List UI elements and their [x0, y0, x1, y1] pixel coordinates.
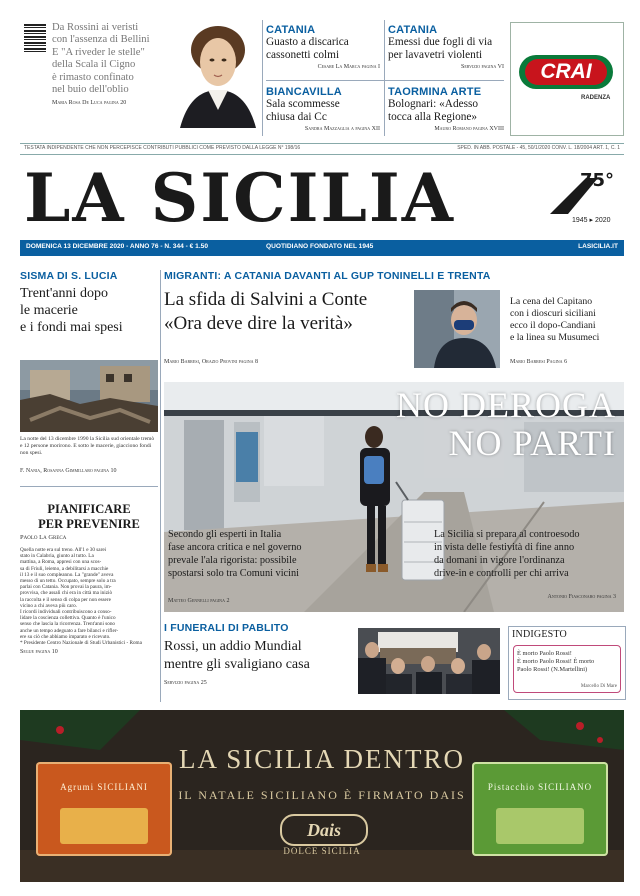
portrait-image — [170, 20, 258, 128]
salvini-photo — [414, 290, 500, 368]
photo-left-line: spostarsi solo tra Comuni vicini — [168, 568, 299, 579]
dais-logo — [280, 814, 368, 846]
masthead[interactable] — [20, 158, 624, 238]
editorial-byline: Segue pagina 10 — [20, 649, 58, 656]
editorial-body-line: stato in Calabria, giunto al tutto. La — [20, 553, 94, 560]
indigesto-text — [517, 650, 594, 674]
indigesto-box[interactable] — [508, 626, 626, 700]
teaser-line: è rimasto confinato — [52, 71, 134, 83]
editorial-body-line: sa di Friuli, leiemo, a debilitarsi a macchie — [20, 565, 109, 572]
box-title-line: cassonetti colmi — [266, 49, 340, 61]
box-byline: Sandra Mazzaglia a pagina XII — [304, 126, 380, 132]
indigesto-line: È morto Paolo Rossi! — [517, 650, 572, 657]
photo-left-line: fase ancora critica e nel governo — [168, 542, 302, 553]
photo-left-line: prevale l'ala rigorista: possibile — [168, 555, 297, 566]
crai-sub: RADENZA — [581, 95, 611, 101]
editorial-body-line: messo di un tetto. Occupato, sempre solo a tra — [20, 578, 116, 585]
photo-headline-line: NO DEROGA — [396, 385, 616, 425]
ad-subtitle: IL NATALE SICILIANO È FIRMATO DAIS — [178, 788, 466, 802]
legal-strip — [20, 143, 624, 155]
pack-left-label: Agrumi SICILIANI — [60, 782, 148, 792]
indigesto-kicker: INDIGESTO — [512, 629, 567, 640]
editorial-body-line: vicino a chi aveva più caro. — [20, 602, 78, 609]
photo-right-byline: Antonio Fiasconaro pagina 3 — [547, 594, 616, 600]
sisma-headline[interactable] — [20, 285, 158, 336]
funerali-headline — [164, 638, 354, 674]
lead-kicker: MIGRANTI: A CATANIA DAVANTI AL GUP TONINELLI E TRENTA — [164, 270, 491, 282]
anniversary-logo — [546, 170, 622, 230]
editorial-body — [20, 547, 158, 646]
editorial-body-line: lidare la coscienza collettiva. Quanto è l'unico — [20, 615, 116, 622]
barcode — [24, 24, 46, 54]
teaser-line: della Scala il Cigno — [52, 59, 136, 71]
teaser-line: Da Rossini ai veristi — [52, 22, 139, 33]
crai-ad[interactable] — [510, 22, 624, 136]
lead-side-line: con i dioscuri siciliani — [510, 308, 596, 319]
pack-left-cake — [60, 808, 148, 844]
ad-title: LA SICILIA DENTRO — [179, 744, 465, 774]
box-byline: Servizio pagina VI — [461, 64, 504, 70]
editorial-body-line: I ricordi individuali contribuiscono a conso- — [20, 609, 112, 616]
editorial-author: Paolo La Greca — [20, 534, 67, 541]
news-box-catania-1[interactable] — [266, 24, 380, 70]
editorial-body-line: * Presidente Centro Nazionale di Studi Urbanistici - Roma — [20, 640, 142, 647]
lead-story[interactable] — [164, 270, 624, 378]
lead-headline-line: La sfida di Salvini a Conte — [164, 289, 368, 310]
indigesto-inner — [513, 645, 621, 693]
teaser-line: con l'assenza di Bellini — [52, 34, 150, 46]
box-title-line: tocca alla Regione» — [388, 111, 478, 123]
editorial-title-line: PIANIFICARE — [47, 502, 131, 516]
masthead-title: LA SICILIA — [24, 159, 456, 237]
photo-story[interactable] — [164, 382, 624, 612]
box-kicker: CATANIA — [266, 24, 316, 36]
pack-right — [472, 762, 608, 856]
top-band — [20, 18, 624, 140]
news-box-taormina[interactable] — [388, 86, 504, 132]
photo-left-line: Secondo gli esperti in Italia — [168, 529, 282, 540]
teaser-line: E "A riveder le stelle" — [52, 46, 145, 58]
photo-headline — [396, 386, 616, 462]
editorial-body-line: senso che lascia la ricorrenza. Trent'anni sono — [20, 621, 116, 628]
editorial-body-line: parlai con Catania. Non provai la paura, im- — [20, 584, 112, 591]
editorial-title-line: PER PREVENIRE — [38, 517, 140, 531]
pack-left — [36, 762, 172, 856]
lead-byline: Mario Barresi, Orazio Provini pagina 8 — [164, 359, 258, 365]
editorial-body-line: provvisa, che assalì chi era in città ma iniziò — [20, 590, 113, 597]
box-title-line: chiusa dai Cc — [266, 111, 327, 123]
headline-line: e i fondi mai spesi — [20, 320, 123, 335]
box-kicker: BIANCAVILLA — [266, 86, 342, 98]
photo-right-line: La Sicilia si prepara al controesodo — [434, 529, 580, 540]
indigesto-signature: Marcello Di Mare — [580, 684, 617, 689]
sisma-byline: F. Nania, Rosanna Gimmillaro pagina 10 — [20, 468, 117, 474]
funerali-headline-line: Rossi, un addio Mundial — [164, 639, 302, 654]
headline-line: Trent'anni dopo — [20, 286, 108, 301]
teaser-line: nel buio dell'oblio — [52, 84, 129, 96]
lead-side-line: La cena del Capitano — [510, 296, 593, 307]
crai-logo — [519, 55, 613, 89]
rubble-photo — [20, 360, 158, 432]
dateline-center: QUOTIDIANO FONDATO NEL 1945 — [266, 243, 374, 250]
box-title-line: Guasto a discarica — [266, 36, 349, 48]
lead-side-line: e la linea su Musumeci — [510, 332, 600, 343]
photo-left-byline: Matteo Gennelli pagina 2 — [168, 598, 230, 604]
box-title-line: Sala scommesse — [266, 98, 340, 110]
crai-brand: CRAI — [525, 59, 607, 85]
anniversary-years: 1945 ▸ 2020 — [572, 217, 611, 224]
photo-right-line: in vista delle festività di fine anno — [434, 542, 575, 553]
editorial-title — [20, 502, 158, 532]
pack-right-label: Pistacchio SICILIANO — [487, 782, 593, 792]
teaser-byline: Maria Rosa De Luca pagina 20 — [52, 100, 127, 107]
box-title-line: Bolognari: «Adesso — [388, 98, 479, 110]
lead-headline-line: «Ora deve dire la verità» — [164, 313, 353, 334]
photo-headline-line: NO PARTI — [448, 423, 616, 463]
dais-logo-text: Dais — [306, 820, 341, 840]
editorial[interactable] — [20, 502, 158, 702]
box-kicker: CATANIA — [388, 24, 438, 36]
news-box-biancavilla[interactable] — [266, 86, 380, 132]
box-title-line: per lavavetri violenti — [388, 49, 483, 61]
editorial-body-line: la raccolta e il senso di colpa per non essere — [20, 596, 111, 603]
indigesto-line: È morto Paolo Rossi! È morto — [517, 658, 595, 665]
box-kicker: TAORMINA ARTE — [388, 86, 482, 98]
legal-strip-text-right: SPED. IN ABB. POSTALE - 45, 50/1/2020 CONV. L. 18/2004 ART. 1, C. 1 — [457, 145, 620, 151]
editorial-body-line: anche un tempo adeguato a fare bilanci e rifler- — [20, 627, 119, 634]
editorial-body-line: il 13 e il suo compleanno. La "grande" aveva — [20, 571, 114, 578]
lead-side-line: ecco il dopo-Candiani — [510, 320, 596, 331]
box-title-line: Emessi due fogli di via — [388, 36, 493, 48]
lead-side[interactable] — [510, 296, 624, 344]
funerali-kicker: I FUNERALI DI PABLITO — [164, 622, 289, 634]
rubble-caption: La notte del 13 dicembre 1990 la Sicilia sud orientale tremò e 12 persone morirono. E sotto le macerie, giacciono fondi non spesi. — [20, 436, 155, 456]
photo-right-line: da domani in vigore l'ordinanza — [434, 555, 565, 566]
sisma-kicker: SISMA DI S. LUCIA — [20, 270, 118, 282]
dateline-left: DOMENICA 13 DICEMBRE 2020 - ANNO 76 - N. 344 - € 1.50 — [26, 243, 208, 250]
box-byline: Mauro Romano pagina XVIII — [434, 126, 504, 132]
left-teaser[interactable] — [52, 22, 178, 106]
photo-right-line: drive-in e controlli per chi arriva — [434, 568, 569, 579]
box-byline: Cesare La Marca pagina I — [317, 64, 380, 70]
anniversary-number: 75° — [580, 170, 615, 191]
dais-ad[interactable] — [20, 710, 624, 882]
pack-right-cake — [496, 808, 584, 844]
lead-side-byline: Mario Barresi Pagina 6 — [510, 359, 568, 365]
bottom-story[interactable] — [164, 622, 354, 702]
photo-right-text — [434, 528, 624, 580]
editorial-body-line: ere su ciò che abbiamo imparato e ricevuto. — [20, 633, 111, 640]
dateline-right[interactable]: LASICILIA.IT — [578, 243, 618, 250]
photo-left-text — [168, 528, 368, 580]
funeral-photo — [358, 628, 500, 694]
headline-line: le macerie — [20, 303, 78, 318]
dateline-bar — [20, 240, 624, 256]
editorial-body-line: Quella notte era sul treno. All'1 e 30 sarei — [20, 547, 107, 553]
ad-slogan: DOLCE SICILIA — [283, 846, 361, 856]
editorial-body-line: mattina, a Roma, appresi con una scos- — [20, 559, 102, 566]
legal-strip-text: TESTATA INDIPENDENTE CHE NON PERCEPISCE CONTRIBUTI PUBBLICI COME PREVISTO DALLA LEGGE N° 198/16 — [24, 145, 301, 151]
news-box-catania-2[interactable] — [388, 24, 504, 70]
indigesto-line: Paolo Rossi! (N.Martellini) — [517, 666, 588, 673]
funerali-byline: Servizio pagina 25 — [164, 680, 207, 686]
funerali-headline-line: mentre gli svaligiano casa — [164, 657, 310, 672]
